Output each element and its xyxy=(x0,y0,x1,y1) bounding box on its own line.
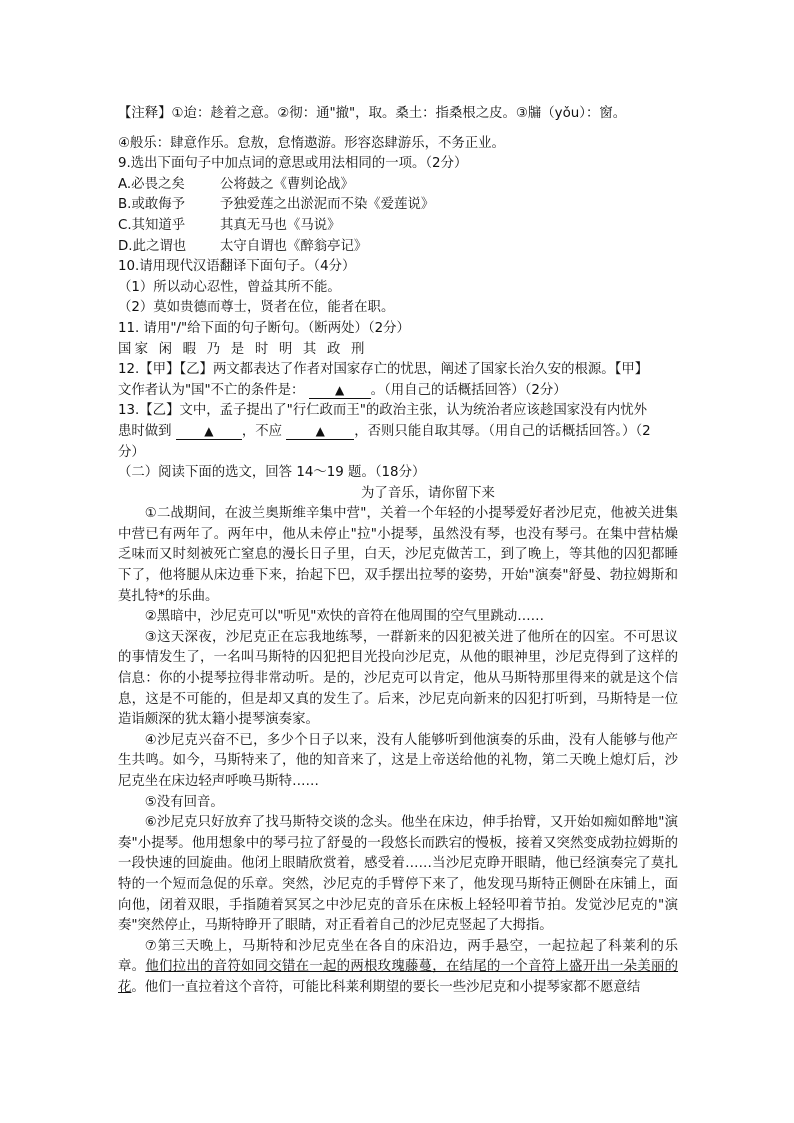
question-9-option-b xyxy=(118,195,678,216)
question-9-option-a xyxy=(118,175,678,196)
option-a-right: 公将鼓之《曹刿论战》 xyxy=(220,176,354,192)
answer-blank-1[interactable] xyxy=(176,424,242,440)
question-13-line-2 xyxy=(118,422,678,443)
question-12-line-2 xyxy=(118,381,678,402)
passage-title: 为了音乐，请你留下来 xyxy=(361,485,495,501)
answer-blank-2[interactable] xyxy=(286,424,354,440)
question-13-line-1: 13.【乙】文中，孟子提出了"行仁政而王"的政治主张，认为统治者应该趁国家没有内忧外 xyxy=(118,403,648,419)
answer-blank[interactable] xyxy=(309,383,371,399)
question-9-option-c xyxy=(118,216,678,237)
option-d-right: 太守自谓也《醉翁亭记》 xyxy=(220,238,368,254)
question-10-item-2: （2）莫如贵德而尊士，贤者在位，能者在职。 xyxy=(118,300,395,316)
question-12-suffix: 。（用自己的话概括回答）（2分） xyxy=(370,382,567,398)
triangle-marker-icon: ▲ xyxy=(315,423,325,438)
annotation-line-1: 【注释】①迨：趁着之意。②彻：通"撤"，取。桑土：指桑根之皮。③牖（yǒu）：窗。 xyxy=(118,106,627,121)
passage-paragraph-6: ⑥沙尼克只好放弃了找马斯特交谈的念头。他坐在床边，伸手抬臂，又开始如痴如醉地"演奏"小提琴。他用想象中的琴弓拉了舒曼的一段悠长而跌宕的慢板，接着又突然变成勃拉姆斯的一段快速的回旋曲。他闭上眼睛欣赏着，感受着……当沙尼克睁开眼睛，他已经演奏完了莫扎特的一个短而急促的乐章。突然，沙尼克的手臂停下来了，他发现马斯特正侧卧在床铺上，面向他，闭着双眼，手指随着冥冥之中沙尼克的音乐在床板上轻轻叩着节拍。发觉沙尼克的"演奏"突然停止，马斯特睁开了眼睛，对正看着自己的沙尼克竖起了大拇指。 xyxy=(118,815,678,934)
underlined-sentence: 他们拉出的音符如同交错在一起的两根玫瑰藤蔓，在结尾的一个音符上盛开出一朵美丽的花 xyxy=(118,959,679,995)
option-c-right: 其真无马也《马说》 xyxy=(220,217,341,233)
section-heading: （二）阅读下面的选文，回答 14～19 题。（18分） xyxy=(118,465,426,481)
question-10-stem: 10.请用现代汉语翻译下面句子。（4分） xyxy=(118,259,356,275)
question-13-prefix: 患时做到 xyxy=(118,423,172,439)
option-a-left: A.必畏之矣 xyxy=(118,176,185,192)
option-b-left: B.或敢侮予 xyxy=(118,197,186,213)
passage-paragraph-5: ⑤没有回音。 xyxy=(144,794,224,810)
passage-paragraph-1: ①二战期间，在波兰奥斯维辛集中营"，关着一个年轻的小提琴爱好者沙尼克，他被关进集中营已有两年了。两年中，他从未停止"拉"小提琴，虽然没有琴，也没有琴弓。在集中营枯燥乏味而又时刻被死亡窒息的漫长日子里，白天，沙尼克做苦工，到了晚上，等其他的囚犯都睡下了，他将腿从床边垂下来，抬起下巴，双手摆出拉琴的姿势，开始"演奏"舒曼、勃拉姆斯和莫扎特*的乐曲。 xyxy=(118,506,678,604)
triangle-marker-icon: ▲ xyxy=(335,382,345,397)
paragraph-7-start: ⑦第三天晚上，马斯特和沙尼克坐在各自的床沿边，两手悬空，一起拉起了科莱利的乐章。 xyxy=(118,938,678,975)
triangle-marker-icon: ▲ xyxy=(204,423,214,438)
question-13-line-3: 分） xyxy=(118,444,145,460)
question-11-sentence: 国家 闲 暇 乃 是 时 明 其 政 刑 xyxy=(118,341,368,357)
question-12-prefix: 文作者认为"国"不亡的条件是： xyxy=(118,382,305,398)
question-9-option-d xyxy=(118,237,678,258)
passage-paragraph-3: ③这天深夜，沙尼克正在忘我地练琴，一群新来的囚犯被关进了他所在的囚室。不可思议的事情发生了，一名叫马斯特的囚犯把目光投向沙尼克，从他的眼神里，沙尼克得到了这样的信息：你的小提琴拉得非常动听。是的，沙尼克可以肯定，他从马斯特那里得来的就是这个信息，这是不可能的，但是却又真的发生了。后来，沙尼克向新来的囚犯打听到，马斯特是一位造诣颇深的犹太籍小提琴演奏家。 xyxy=(118,629,678,728)
option-c-left: C.其知道乎 xyxy=(118,217,186,233)
paragraph-7-end: 。他们一直拉着这个音符，可能比科莱利期望的要长一些沙尼克和小提琴家都不愿意结 xyxy=(131,979,641,995)
passage-paragraph-2: ②黑暗中，沙尼克可以"听见"欢快的音符在他周围的空气里跳动…… xyxy=(144,609,545,625)
option-d-left: D.此之谓也 xyxy=(118,238,187,254)
passage-paragraph-4: ④沙尼克兴奋不已，多少个日子以来，没有人能够听到他演奏的乐曲，没有人能够与他产生共鸣。如今，马斯特来了，他的知音来了，这是上帝送给他的礼物，第二天晚上熄灯后，沙尼克坐在床边轻声呼唤马斯特…… xyxy=(118,732,678,789)
question-11-stem: 11. 请用"/"给下面的句子断句。（断两处）（2分） xyxy=(118,320,410,336)
annotation-line-2: ④般乐：肆意作乐。怠敖，怠惰遨游。形容恣肆游乐，不务正业。 xyxy=(118,135,505,151)
question-13-middle: ，不应 xyxy=(241,423,282,439)
option-b-right: 予独爱莲之出淤泥而不染《爱莲说》 xyxy=(220,197,435,213)
question-9-stem: 9.选出下面句子中加点词的意思或用法相同的一项。（2分） xyxy=(118,156,468,172)
passage-paragraph-7 xyxy=(118,937,678,999)
question-13-suffix: ，否则只能自取其辱。（用自己的话概括回答。）（2 xyxy=(354,423,651,439)
document-page xyxy=(118,104,678,999)
question-10-item-1: （1）所以动心忍性，曾益其所不能。 xyxy=(118,279,341,295)
question-12-line-1: 12.【甲】【乙】两文都表达了作者对国家存亡的忧思，阐述了国家长治久安的根源。【甲】 xyxy=(118,362,649,378)
